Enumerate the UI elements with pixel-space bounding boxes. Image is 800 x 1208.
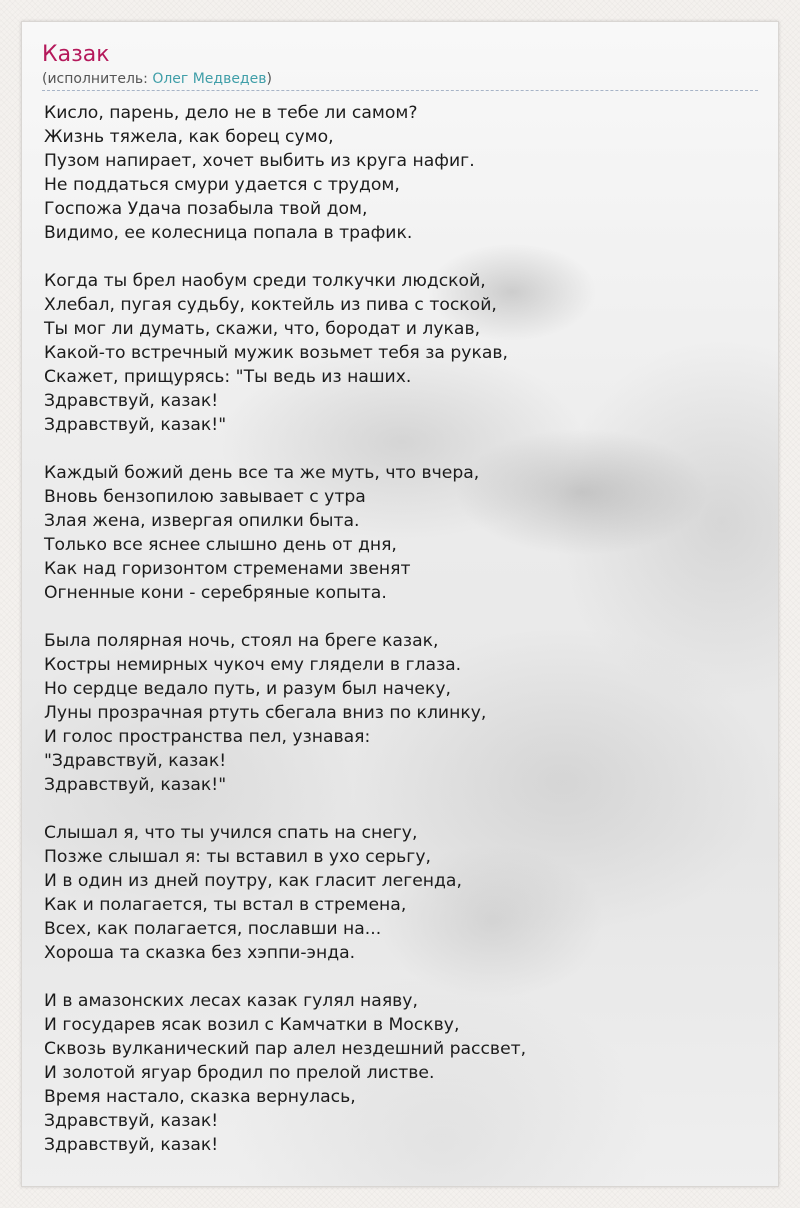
lyric-line: Была полярная ночь, стоял на бреге казак, bbox=[44, 631, 439, 651]
lyric-line: Здравствуй, казак! bbox=[44, 1111, 219, 1131]
lyric-line: И в амазонских лесах казак гулял наяву, bbox=[44, 991, 418, 1011]
lyric-line: Злая жена, извергая опилки быта. bbox=[44, 511, 360, 531]
lyrics-body bbox=[44, 101, 762, 1181]
lyric-line: Хороша та сказка без хэппи-энда. bbox=[44, 943, 356, 963]
lyric-line: Пузом напирает, хочет выбить из круга нафиг. bbox=[44, 151, 475, 171]
stanza bbox=[44, 461, 762, 605]
lyric-line: Огненные кони - серебряные копыта. bbox=[44, 583, 387, 603]
lyric-line: Время настало, сказка вернулась, bbox=[44, 1087, 356, 1107]
lyric-line: Видимо, ее колесница попала в трафик. bbox=[44, 223, 413, 243]
stanza bbox=[44, 989, 762, 1157]
lyric-line: Скажет, прищурясь: "Ты ведь из наших. bbox=[44, 367, 412, 387]
lyric-line: Только все яснее слышно день от дня, bbox=[44, 535, 397, 555]
artist-link[interactable]: Олег Медведев bbox=[152, 71, 267, 87]
header-divider bbox=[42, 90, 758, 91]
song-title: Казак bbox=[42, 42, 110, 67]
performer-suffix: ) bbox=[266, 71, 272, 87]
lyric-line: Здравствуй, казак! bbox=[44, 1135, 219, 1155]
lyrics-card bbox=[21, 21, 779, 1187]
lyric-line: Слышал я, что ты учился спать на снегу, bbox=[44, 823, 418, 843]
lyric-line: И голос пространства пел, узнавая: bbox=[44, 727, 371, 747]
lyric-line: Позже слышал я: ты вставил в ухо серьгу, bbox=[44, 847, 431, 867]
lyric-line: Жизнь тяжела, как борец сумо, bbox=[44, 127, 334, 147]
lyric-line: Кисло, парень, дело не в тебе ли самом? bbox=[44, 103, 418, 123]
stanza bbox=[44, 629, 762, 797]
lyric-line: Как над горизонтом стременами звенят bbox=[44, 559, 411, 579]
lyric-line: Здравствуй, казак!" bbox=[44, 775, 227, 795]
lyric-line: Когда ты брел наобум среди толкучки людской, bbox=[44, 271, 486, 291]
lyric-line: Здравствуй, казак!" bbox=[44, 415, 227, 435]
stanza bbox=[44, 269, 762, 437]
performer-line bbox=[42, 70, 758, 88]
lyric-line: И золотой ягуар бродил по прелой листве. bbox=[44, 1063, 435, 1083]
lyric-line: Луны прозрачная ртуть сбегала вниз по клинку, bbox=[44, 703, 487, 723]
lyric-line: Как и полагается, ты встал в стремена, bbox=[44, 895, 407, 915]
lyric-line: Не поддаться смури удается с трудом, bbox=[44, 175, 400, 195]
lyric-line: Госпожа Удача позабыла твой дом, bbox=[44, 199, 368, 219]
lyric-line: И в один из дней поутру, как гласит легенда, bbox=[44, 871, 462, 891]
lyric-line: Каждый божий день все та же муть, что вчера, bbox=[44, 463, 480, 483]
lyric-line: "Здравствуй, казак! bbox=[44, 751, 227, 771]
lyric-line: Но сердце ведало путь, и разум был начеку, bbox=[44, 679, 451, 699]
song-header bbox=[42, 40, 758, 88]
lyric-line: Всех, как полагается, пославши на... bbox=[44, 919, 382, 939]
lyric-line: Вновь бензопилою завывает с утра bbox=[44, 487, 366, 507]
lyric-line: Хлебал, пугая судьбу, коктейль из пива с тоской, bbox=[44, 295, 497, 315]
performer-prefix: (исполнитель: bbox=[42, 71, 153, 87]
lyric-line: И государев ясак возил с Камчатки в Москву, bbox=[44, 1015, 460, 1035]
lyric-line: Здравствуй, казак! bbox=[44, 391, 219, 411]
lyric-line: Какой-то встречный мужик возьмет тебя за рукав, bbox=[44, 343, 508, 363]
stanza bbox=[44, 101, 762, 245]
lyric-line: Костры немирных чукоч ему глядели в глаза. bbox=[44, 655, 462, 675]
stanza bbox=[44, 821, 762, 965]
lyric-line: Сквозь вулканический пар алел нездешний рассвет, bbox=[44, 1039, 527, 1059]
lyric-line: Ты мог ли думать, скажи, что, бородат и лукав, bbox=[44, 319, 481, 339]
